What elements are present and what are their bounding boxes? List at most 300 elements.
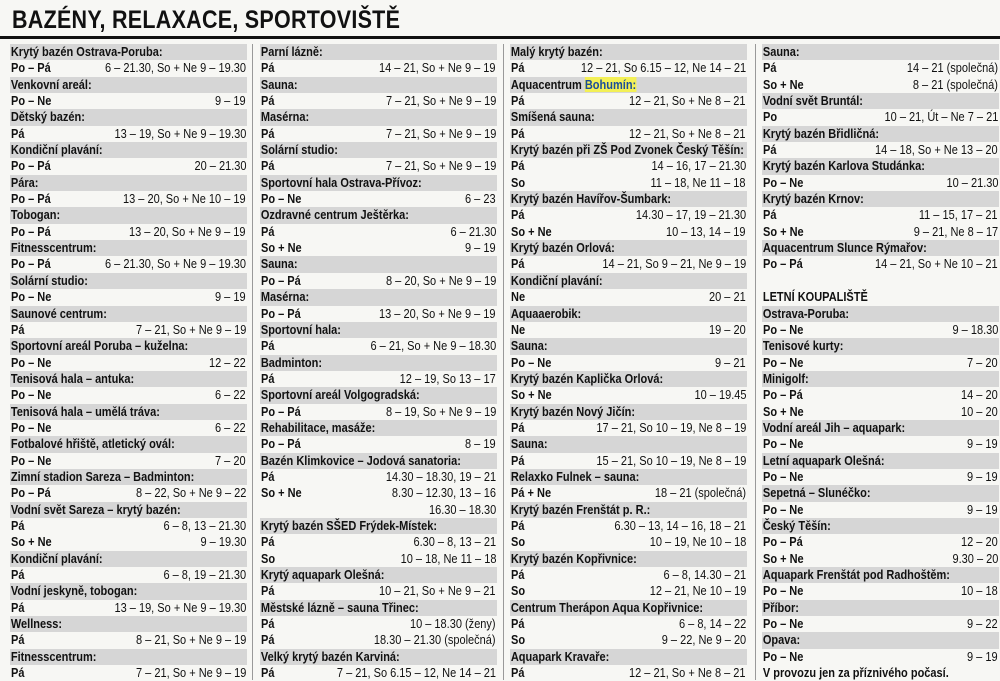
schedule-hours: 11 – 15, 17 – 21 — [919, 207, 998, 223]
schedule-hours: 14.30 – 17, 19 – 21.30 — [635, 207, 746, 223]
schedule-row — [260, 240, 497, 256]
schedule-row — [10, 224, 247, 240]
venue-name-text: Aquaaerobik: — [510, 305, 582, 321]
schedule-hours: 12 – 20 — [961, 534, 998, 550]
venue-heading — [10, 109, 247, 125]
venue-name-text: Centrum Therápon Aqua Kopřivnice: — [510, 599, 704, 615]
schedule-hours: 10 – 13, 14 – 19 — [666, 223, 746, 239]
venue-name — [510, 469, 639, 485]
schedule-hours: 10 – 21, So + Ne 9 – 21 — [379, 583, 496, 599]
venue-name — [762, 567, 950, 583]
venue-name-text: Krytý bazén Krnov: — [762, 191, 864, 207]
venue-name — [260, 518, 437, 534]
venue-name-text: Aquapark Frenštát pod Radhoštěm: — [762, 567, 950, 582]
venue-name-text: Tenisová hala – antuka: — [10, 370, 135, 386]
schedule-row — [260, 485, 497, 501]
schedule-hours: 6 – 8, 14.30 – 21 — [663, 567, 746, 582]
schedule-hours: 13 – 19, So + Ne 9 – 19.30 — [114, 599, 246, 615]
venue-heading — [260, 109, 497, 125]
schedule-row — [510, 453, 747, 469]
schedule-row — [10, 485, 247, 501]
section-heading — [762, 289, 999, 305]
schedule-hours: 16.30 – 18.30 — [428, 501, 496, 517]
venue-heading — [10, 142, 247, 158]
venue-name-text: Wellness: — [10, 616, 63, 632]
schedule-row — [510, 158, 747, 174]
venue-heading — [762, 485, 999, 501]
schedule-hours: 15 – 21, So 10 – 19, Ne 8 – 19 — [596, 452, 746, 468]
venue-name — [510, 436, 548, 452]
venue-heading — [10, 77, 247, 93]
footnote-text: V provozu jen za příznivého počasí. — [762, 665, 949, 681]
venue-name — [260, 567, 384, 583]
venue-heading — [762, 420, 999, 436]
venue-name — [10, 338, 188, 354]
schedule-row — [762, 109, 999, 125]
schedule-hours: 14 – 21, So + Ne 9 – 19 — [379, 60, 496, 76]
schedule-days: Po – Ne — [11, 452, 52, 468]
schedule-days: Pá — [261, 616, 275, 632]
schedule-row — [260, 616, 497, 632]
venue-name — [260, 322, 341, 338]
column-divider — [755, 44, 756, 680]
schedule-hours: 6 – 22 — [215, 419, 246, 435]
schedule-hours: 9 – 19 — [967, 436, 998, 452]
schedule-row — [510, 518, 747, 534]
schedule-hours: 9 – 19 — [215, 93, 246, 109]
venue-heading — [260, 142, 497, 158]
schedule-hours: 7 – 21, So + Ne 9 – 19 — [385, 125, 496, 141]
schedule-hours: 9 – 19 — [967, 501, 998, 517]
schedule-days: Pá — [511, 665, 525, 681]
schedule-row — [10, 126, 247, 142]
schedule-row — [762, 534, 999, 550]
schedule-days: Pá — [261, 158, 275, 174]
schedule-row — [10, 289, 247, 305]
schedule-hours: 9 – 21, Ne 8 – 17 — [913, 223, 998, 239]
venue-heading — [510, 404, 747, 420]
venue-name — [260, 207, 409, 223]
venue-name-text: Zimní stadion Sareza – Badminton: — [10, 468, 195, 484]
venue-heading — [762, 191, 999, 207]
venue-name — [510, 371, 663, 387]
venue-name-text: Krytý bazén Kopřivnice: — [510, 550, 637, 566]
schedule-hours: 7 – 20 — [215, 452, 246, 468]
schedule-row — [510, 207, 747, 223]
venue-name-text: Vodní jeskyně, tobogan: — [10, 583, 138, 599]
schedule-days: Pá — [511, 93, 525, 109]
schedule-days: Pá — [511, 125, 525, 141]
schedule-days: Po – Pá — [261, 305, 301, 321]
schedule-hours: 7 – 20 — [967, 354, 998, 370]
schedule-row — [10, 518, 247, 534]
schedule-row — [10, 453, 247, 469]
schedule-hours: 6 – 21.30, So + Ne 9 – 19.30 — [104, 256, 246, 272]
schedule-days: Po – Pá — [11, 60, 51, 76]
venue-heading — [510, 502, 747, 518]
schedule-days: Po – Ne — [763, 616, 804, 632]
schedule-row — [762, 77, 999, 93]
venue-name — [260, 387, 420, 403]
venue-heading — [762, 240, 999, 256]
schedule-row — [260, 436, 497, 452]
venue-name-text: Opava: — [762, 632, 801, 648]
schedule-days: Po – Pá — [11, 223, 51, 239]
schedule-row — [260, 632, 497, 648]
schedule-hours: 19 – 20 — [709, 321, 746, 337]
venue-name — [10, 469, 194, 485]
venue-heading — [10, 338, 247, 354]
schedule-row — [260, 502, 497, 518]
schedule-hours: 9.30 – 20 — [952, 550, 998, 566]
schedule-hours: 14.30 – 18.30, 19 – 21 — [385, 468, 496, 484]
schedule-hours: 18.30 – 21.30 (společná) — [374, 632, 496, 648]
venue-heading — [10, 44, 247, 60]
venue-heading — [260, 44, 497, 60]
schedule-days: Pá — [511, 419, 525, 435]
schedule-days: Po – Ne — [763, 468, 804, 484]
venue-heading — [260, 453, 497, 469]
schedule-days: Pá — [11, 517, 25, 533]
venue-name-text: Krytý aquapark Olešná: — [260, 567, 385, 582]
venue-name — [762, 453, 885, 469]
schedule-days: Po – Ne — [511, 354, 552, 370]
venue-heading — [10, 404, 247, 420]
schedule-days: Pá — [511, 158, 525, 174]
schedule-days: So + Ne — [511, 223, 552, 239]
schedule-row — [260, 469, 497, 485]
venue-name — [10, 616, 62, 632]
schedule-row — [762, 404, 999, 420]
schedule-row — [510, 256, 747, 272]
schedule-hours: 8 – 19, So + Ne 9 – 19 — [385, 403, 496, 419]
schedule-row — [762, 224, 999, 240]
venue-name-text: Masérna: — [260, 289, 310, 305]
venue-name-text: Fitnesscentrum: — [10, 240, 97, 256]
schedule-days: Pá — [261, 583, 275, 599]
venue-heading — [10, 207, 247, 223]
venue-name-text: Solární studio: — [10, 272, 88, 288]
schedule-hours: 14 – 21, So + Ne 10 – 21 — [875, 256, 998, 272]
venue-name-text: Sportovní areál Poruba – kuželna: — [10, 338, 189, 354]
venue-name-text: Aquapark Kravaře: — [510, 648, 610, 664]
schedule-days: So + Ne — [763, 550, 804, 566]
venue-name — [260, 142, 338, 158]
schedule-row — [510, 485, 747, 501]
schedule-row — [10, 355, 247, 371]
schedule-hours: 9 – 19 — [215, 289, 246, 305]
schedule-hours: 7 – 21, So + Ne 9 – 19 — [135, 321, 246, 337]
venue-heading — [10, 583, 247, 599]
schedule-hours: 13 – 20, So + Ne 10 – 19 — [123, 191, 246, 207]
venue-heading — [762, 632, 999, 648]
venue-name-text: Fotbalové hřiště, atletický ovál: — [10, 436, 175, 452]
schedule-hours: 12 – 21, So + Ne 8 – 21 — [629, 125, 746, 141]
schedule-days: So + Ne — [261, 240, 302, 256]
schedule-days: So + Ne — [11, 534, 52, 550]
venue-heading — [260, 387, 497, 403]
venue-heading — [10, 240, 247, 256]
venue-name-text: Vodní svět Sareza – krytý bazén: — [10, 501, 181, 517]
schedule-days: Pá — [763, 142, 777, 158]
schedule-hours: 9 – 21 — [715, 354, 746, 370]
schedule-hours: 6 – 21.30 — [450, 223, 496, 239]
schedule-row — [260, 534, 497, 550]
schedule-row — [10, 665, 247, 681]
venue-name — [762, 191, 864, 207]
schedule-row — [762, 175, 999, 191]
venue-heading — [510, 600, 747, 616]
venue-name-text: Ozdravné centrum Ještěrka: — [260, 207, 409, 223]
venue-heading — [762, 371, 999, 387]
schedule-days: Ne — [511, 289, 526, 305]
schedule-row — [762, 142, 999, 158]
venue-name — [10, 273, 88, 289]
schedule-days: Pá — [11, 321, 25, 337]
venue-name — [10, 649, 96, 665]
schedule-row — [510, 567, 747, 583]
venue-name-text: Sportovní hala: — [260, 321, 341, 337]
venue-name-text: Minigolf: — [762, 370, 809, 386]
schedule-row — [10, 632, 247, 648]
venue-name-text: Letní aquapark Olešná: — [762, 452, 885, 468]
venue-heading — [762, 338, 999, 354]
section-title: LETNÍ KOUPALIŠTĚ — [762, 289, 868, 305]
venue-name — [260, 256, 298, 272]
venue-name-text: Smíšená sauna: — [510, 109, 595, 125]
venue-heading — [260, 175, 497, 191]
venue-name-text: Malý krytý bazén: — [510, 44, 603, 59]
venue-heading — [510, 551, 747, 567]
schedule-hours: 6.30 – 8, 13 – 21 — [413, 534, 496, 550]
schedule-hours: 12 – 21, So + Ne 8 – 21 — [629, 93, 746, 109]
venue-heading — [510, 306, 747, 322]
venue-name-text: Tenisové kurty: — [762, 338, 844, 354]
schedule-hours: 6 – 23 — [465, 191, 496, 207]
schedule-hours: 8 – 21, So + Ne 9 – 19 — [135, 632, 246, 648]
schedule-days: Pá — [763, 60, 777, 76]
venue-name — [260, 420, 375, 436]
venue-name-text: Pára: — [10, 174, 39, 190]
venue-name — [260, 44, 323, 60]
schedule-days: Pá — [11, 665, 25, 681]
venue-heading — [762, 306, 999, 322]
schedule-row — [260, 338, 497, 354]
schedule-days: Po – Pá — [763, 387, 803, 403]
schedule-hours: 7 – 21, So 6.15 – 12, Ne 14 – 21 — [336, 665, 496, 681]
schedule-days: Po – Ne — [11, 93, 52, 109]
schedule-days: Pá — [11, 125, 25, 141]
schedule-hours: 10 – 21.30 — [945, 174, 998, 190]
schedule-hours: 12 – 19, So 13 – 17 — [399, 370, 496, 386]
venue-name — [510, 109, 595, 125]
schedule-days: Pá — [261, 665, 275, 681]
schedule-row — [260, 273, 497, 289]
schedule-days: Po – Pá — [261, 403, 301, 419]
schedule-days: Pá — [261, 60, 275, 76]
schedule-row — [762, 322, 999, 338]
venue-name-text: Krytý bazén Frenštát p. R.: — [510, 501, 651, 517]
venue-heading — [10, 175, 247, 191]
schedule-row — [10, 158, 247, 174]
schedule-hours: 12 – 21, So + Ne 8 – 21 — [629, 665, 746, 681]
schedule-row — [510, 616, 747, 632]
schedule-row — [510, 60, 747, 76]
venue-name-text: Badminton: — [260, 354, 323, 370]
venue-heading — [10, 371, 247, 387]
venue-heading — [260, 649, 497, 665]
schedule-days: Po – Ne — [11, 354, 52, 370]
schedule-days: Pá — [511, 207, 525, 223]
venue-name-text: Kondiční plavání: — [10, 142, 103, 158]
venue-name-text: Krytý bazén Orlová: — [510, 240, 615, 256]
venue-heading — [10, 551, 247, 567]
schedule-hours: 6 – 21.30, So + Ne 9 – 19.30 — [104, 60, 246, 76]
schedule-days: Po – Ne — [763, 436, 804, 452]
schedule-days: So — [511, 174, 526, 190]
schedule-days: Po – Pá — [261, 272, 301, 288]
venue-heading — [510, 109, 747, 125]
venue-name — [260, 109, 309, 125]
venue-name — [762, 158, 925, 174]
schedule-hours: 9 – 18.30 — [952, 321, 998, 337]
schedule-days: So — [511, 632, 526, 648]
schedule-days: Pá — [261, 93, 275, 109]
schedule-days: So + Ne — [763, 76, 804, 92]
venue-heading — [260, 420, 497, 436]
schedule-row — [10, 567, 247, 583]
venue-name — [10, 551, 103, 567]
venue-name-text: Tobogan: — [10, 207, 61, 223]
schedule-days: Pá — [11, 632, 25, 648]
venue-heading — [510, 436, 747, 452]
schedule-days: So + Ne — [763, 223, 804, 239]
schedule-row — [510, 387, 747, 403]
schedule-row — [510, 632, 747, 648]
schedule-days: Pá — [511, 452, 525, 468]
schedule-days: Pá — [511, 567, 525, 582]
venue-name-text: Krytý bazén Karlova Studánka: — [762, 158, 925, 174]
venue-name — [10, 371, 134, 387]
venue-name — [10, 306, 107, 322]
venue-name — [510, 404, 635, 420]
schedule-hours: 7 – 21, So + Ne 9 – 19 — [135, 665, 246, 681]
schedule-row — [260, 93, 497, 109]
venue-name-text: Sauna: — [510, 436, 548, 452]
column-divider — [252, 44, 253, 680]
schedule-days: So + Ne — [511, 387, 552, 403]
venue-name-text: Český Těšín: — [762, 517, 831, 533]
schedule-days: Pá — [511, 517, 525, 533]
venue-name — [762, 600, 799, 616]
venue-name-text: Krytý bazén Ostrava-Poruba: — [10, 44, 163, 59]
venue-name — [510, 142, 744, 158]
article-header — [0, 0, 1000, 42]
schedule-hours: 20 – 21 — [709, 289, 746, 305]
venue-name — [510, 502, 650, 518]
schedule-hours: 9 – 19 — [967, 648, 998, 664]
venue-heading — [10, 649, 247, 665]
schedule-days: Pá — [261, 534, 275, 550]
venue-name — [260, 649, 400, 665]
venue-name-text: Aquacentrum — [510, 76, 585, 92]
schedule-hours: 10 – 20 — [961, 403, 998, 419]
schedule-days: Po – Pá — [11, 485, 51, 501]
schedule-row — [762, 60, 999, 76]
venue-name — [510, 77, 636, 93]
schedule-days: So + Ne — [763, 403, 804, 419]
venue-name — [510, 191, 671, 207]
venue-name — [260, 600, 419, 616]
schedule-days: Pá — [261, 338, 275, 354]
venue-name — [510, 44, 603, 60]
schedule-days: Pá — [261, 468, 275, 484]
venue-name-text: Sauna: — [260, 76, 298, 92]
schedule-days: Po – Ne — [763, 174, 804, 190]
schedule-days: Pá — [261, 125, 275, 141]
venue-name — [510, 306, 581, 322]
schedule-hours: 9 – 22, Ne 9 – 20 — [661, 632, 746, 648]
schedule-hours: 8 – 21 (společná) — [912, 76, 998, 92]
venue-name — [10, 502, 181, 518]
venue-name — [762, 338, 843, 354]
schedule-days: Pá — [11, 567, 25, 582]
venue-heading — [510, 77, 747, 93]
schedule-row — [510, 175, 747, 191]
schedule-row — [762, 583, 999, 599]
venue-name — [10, 109, 85, 125]
schedule-row — [510, 224, 747, 240]
schedule-row — [762, 207, 999, 223]
venue-name — [762, 93, 863, 109]
venue-name — [510, 273, 603, 289]
venue-heading — [510, 273, 747, 289]
schedule-hours: 8.30 – 12.30, 13 – 16 — [391, 485, 496, 501]
venue-name-text: Příbor: — [762, 599, 799, 615]
schedule-hours: 12 – 22 — [209, 354, 246, 370]
schedule-hours: 6 – 8, 13 – 21.30 — [163, 517, 246, 533]
venue-heading — [10, 306, 247, 322]
schedule-days: Pá — [511, 256, 525, 272]
schedule-row — [762, 387, 999, 403]
schedule-row — [10, 256, 247, 272]
schedule-hours: 17 – 21, So 10 – 19, Ne 8 – 19 — [596, 419, 746, 435]
schedule-days: Po – Pá — [11, 256, 51, 272]
schedule-days: Po – Pá — [11, 158, 51, 174]
venue-heading — [762, 44, 999, 60]
venue-heading — [260, 600, 497, 616]
schedule-days: Po – Ne — [763, 501, 804, 517]
schedule-days: Po – Ne — [763, 648, 804, 664]
venue-name — [260, 453, 461, 469]
venue-name — [260, 175, 422, 191]
schedule-row — [260, 158, 497, 174]
schedule-row — [510, 355, 747, 371]
venue-heading — [260, 77, 497, 93]
schedule-row — [10, 387, 247, 403]
venue-name-text: Krytý bazén Kaplička Orlová: — [510, 370, 664, 386]
venue-heading — [260, 567, 497, 583]
schedule-hours: 12 – 21, So 6.15 – 12, Ne 14 – 21 — [580, 60, 746, 76]
venue-name-text: Rehabilitace, masáže: — [260, 419, 376, 435]
venue-name — [10, 142, 103, 158]
schedule-hours: 9 – 19 — [967, 468, 998, 484]
schedule-row — [260, 404, 497, 420]
schedule-days: Po – Ne — [763, 321, 804, 337]
venue-name — [510, 240, 615, 256]
schedule-row — [510, 665, 747, 681]
schedule-hours: 9 – 22 — [967, 616, 998, 632]
